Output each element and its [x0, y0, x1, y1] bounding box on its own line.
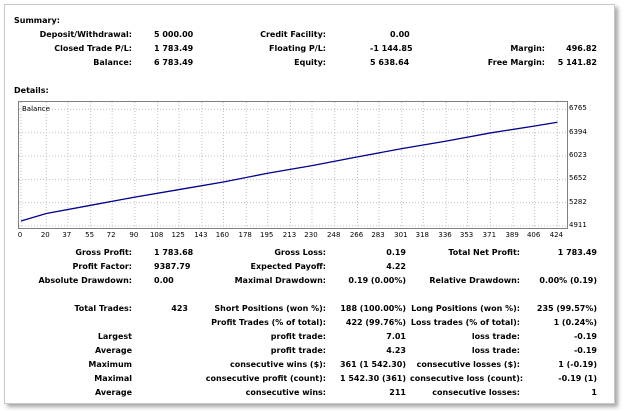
- average-profit-label: profit trade:: [270, 346, 326, 355]
- x-tick-label: 0: [17, 231, 23, 239]
- balance-label: Balance:: [93, 58, 132, 67]
- profit-factor-label: Profit Factor:: [72, 262, 132, 271]
- x-tick-label: 336: [438, 231, 452, 239]
- free-margin-value: 5 141.82: [557, 58, 597, 67]
- x-tick-label: 37: [62, 231, 72, 239]
- balance-chart: [18, 101, 568, 229]
- largest-loss-label: loss trade:: [471, 332, 520, 341]
- loss-trades-label: Loss trades (% of total):: [410, 318, 520, 327]
- gross-profit-value: 1 783.68: [154, 248, 194, 257]
- total-trades-value: 423: [171, 304, 188, 313]
- x-tick-label: 301: [394, 231, 408, 239]
- average-loss-label: loss trade:: [471, 346, 520, 355]
- largest-profit-label: profit trade:: [270, 332, 326, 341]
- long-positions-label: Long Positions (won %):: [411, 304, 520, 313]
- x-tick-label: 72: [106, 231, 116, 239]
- x-tick-label: 213: [282, 231, 297, 239]
- x-tick-label: 283: [371, 231, 385, 239]
- y-tick-label: 5652: [569, 174, 587, 183]
- x-tick-label: 371: [482, 231, 497, 239]
- x-tick-label: 266: [349, 231, 364, 239]
- closed-pl-label: Closed Trade P/L:: [54, 44, 132, 53]
- x-tick-label: 424: [549, 231, 564, 239]
- largest-loss-value: -0.19: [573, 332, 597, 341]
- x-tick-label: 230: [304, 231, 318, 239]
- x-tick-label: 389: [505, 231, 519, 239]
- largest-profit-value: 7.01: [386, 332, 406, 341]
- y-tick-label: 4911: [569, 221, 587, 229]
- total-net-profit-value: 1 783.49: [557, 248, 597, 257]
- max-cons-losses-label: consecutive losses ($):: [416, 360, 520, 369]
- maximum-label: Maximum: [88, 360, 132, 369]
- y-tick-label: 6394: [569, 127, 587, 136]
- absolute-drawdown-label: Absolute Drawdown:: [38, 276, 132, 285]
- expected-payoff-label: Expected Payoff:: [250, 262, 326, 271]
- total-trades-label: Total Trades:: [74, 304, 132, 313]
- max-cons-wins-label: consecutive wins ($):: [229, 360, 326, 369]
- x-tick-label: 248: [327, 231, 341, 239]
- profit-factor-value: 9387.79: [154, 262, 191, 271]
- x-tick-label: 108: [149, 231, 164, 239]
- x-tick-label: 20: [40, 231, 50, 239]
- expected-payoff-value: 4.22: [386, 262, 406, 271]
- y-tick-label: 6023: [569, 151, 587, 160]
- chart-legend: Balance: [22, 105, 50, 113]
- floating-pl-label: Floating P/L:: [269, 44, 326, 53]
- relative-drawdown-value: 0.00% (0.19): [539, 276, 597, 285]
- profit-trades-label: Profit Trades (% of total):: [211, 318, 326, 327]
- details-title: Details:: [14, 86, 49, 95]
- max-cons-wins-value: 361 (1 542.30): [339, 360, 406, 369]
- average-loss-value: -0.19: [573, 346, 597, 355]
- deposit-value: 5 000.00: [154, 30, 194, 39]
- relative-drawdown-label: Relative Drawdown:: [429, 276, 520, 285]
- x-tick-label: 55: [85, 231, 95, 239]
- free-margin-label: Free Margin:: [487, 58, 545, 67]
- x-tick-label: 178: [238, 231, 252, 239]
- gross-profit-label: Gross Profit:: [75, 248, 132, 257]
- largest-label: Largest: [97, 332, 132, 341]
- x-tick-label: 125: [171, 231, 185, 239]
- average-consecutive-label: Average: [94, 388, 132, 397]
- x-tick-label: 406: [526, 231, 541, 239]
- maximal-cons-profit-value: 1 542.30 (361): [339, 374, 406, 383]
- maximal-cons-profit-label: consecutive profit (count):: [205, 374, 326, 383]
- maximal-cons-loss-value: -0.19 (1): [558, 374, 597, 383]
- balance-line: [21, 122, 557, 221]
- max-cons-losses-value: 1 (-0.19): [558, 360, 597, 369]
- x-tick-label: 160: [215, 231, 230, 239]
- profit-trades-value: 422 (99.76%): [345, 318, 406, 327]
- credit-value: 0.00: [390, 30, 410, 39]
- x-tick-label: 195: [260, 231, 274, 239]
- short-positions-label: Short Positions (won %):: [214, 304, 326, 313]
- avg-cons-losses-value: 1: [591, 388, 597, 397]
- long-positions-value: 235 (99.57%): [536, 304, 597, 313]
- y-tick-label: 6765: [569, 104, 587, 113]
- maximal-label: Maximal: [94, 374, 132, 383]
- equity-value: 5 638.64: [370, 58, 410, 67]
- gross-loss-value: 0.19: [386, 248, 406, 257]
- maximal-cons-loss-label: consecutive loss (count):: [410, 374, 524, 383]
- avg-cons-wins-value: 211: [389, 388, 406, 397]
- loss-trades-value: 1 (0.24%): [553, 318, 597, 327]
- maximal-drawdown-value: 0.19 (0.00%): [348, 276, 406, 285]
- closed-pl-value: 1 783.49: [154, 44, 194, 53]
- maximal-drawdown-label: Maximal Drawdown:: [234, 276, 326, 285]
- average-profit-value: 4.23: [386, 346, 406, 355]
- credit-label: Credit Facility:: [260, 30, 326, 39]
- balance-value: 6 783.49: [154, 58, 194, 67]
- deposit-label: Deposit/Withdrawal:: [39, 30, 132, 39]
- average-label: Average: [94, 346, 132, 355]
- x-tick-label: 353: [459, 231, 474, 239]
- avg-cons-losses-label: consecutive losses:: [432, 388, 520, 397]
- balance-chart-svg: [19, 102, 567, 228]
- short-positions-value: 188 (100.00%): [340, 304, 406, 313]
- x-tick-label: 143: [194, 231, 208, 239]
- margin-value: 496.82: [566, 44, 597, 53]
- gross-loss-label: Gross Loss:: [274, 248, 326, 257]
- equity-label: Equity:: [294, 58, 326, 67]
- absolute-drawdown-value: 0.00: [154, 276, 174, 285]
- y-tick-label: 5282: [569, 197, 587, 206]
- avg-cons-wins-label: consecutive wins:: [245, 388, 326, 397]
- summary-title: Summary:: [14, 16, 60, 25]
- x-tick-label: 318: [415, 231, 429, 239]
- total-net-profit-label: Total Net Profit:: [448, 248, 520, 257]
- x-tick-label: 90: [129, 231, 139, 239]
- margin-label: Margin:: [510, 44, 545, 53]
- floating-pl-value: -1 144.85: [370, 44, 413, 53]
